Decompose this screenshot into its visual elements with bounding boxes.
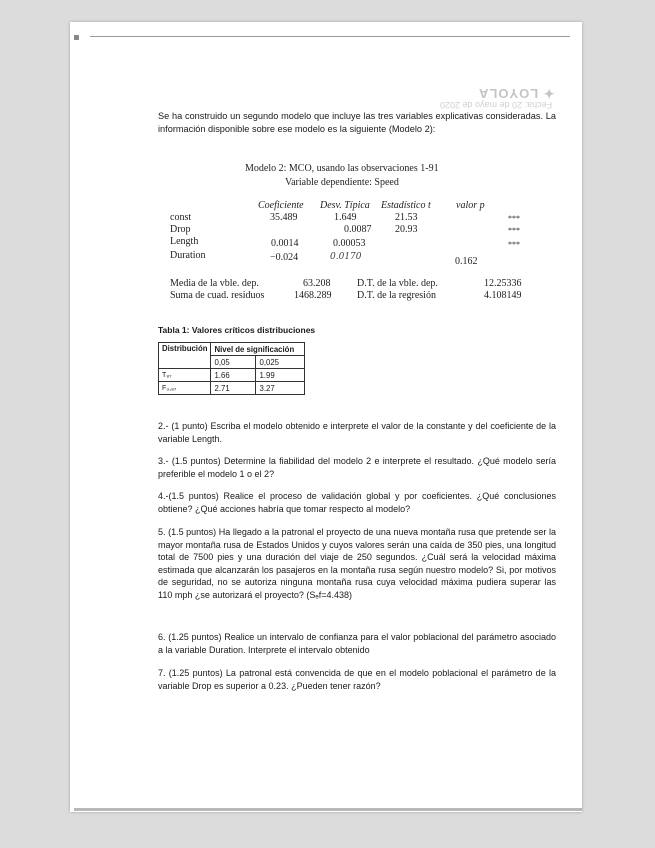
table-row bbox=[159, 369, 305, 382]
logo-watermark: ✦ LOYOLA bbox=[478, 86, 555, 101]
row-stars: *** bbox=[508, 214, 520, 223]
header-se: Desv. Típica bbox=[320, 200, 370, 211]
dist-cell: F₃,₈₇ bbox=[159, 382, 211, 395]
row-coef: 35.489 bbox=[270, 212, 298, 223]
value-cell: 1.66 bbox=[211, 369, 256, 382]
row-t: 21.53 bbox=[395, 212, 418, 223]
stat-label: D.T. de la vble. dep. bbox=[357, 278, 438, 289]
question-7: 7. (1.25 puntos) La patronal está convencida de que en el modelo poblacional el parámetro de la variable Drop es superior a 0.23. ¿Pueden tener razón? bbox=[158, 668, 556, 691]
row-name: Drop bbox=[170, 224, 191, 235]
critical-values-table bbox=[158, 342, 305, 395]
header-significance: Nivel de significación bbox=[211, 343, 305, 356]
row-t: 20.93 bbox=[395, 224, 418, 235]
scan-artifact bbox=[74, 35, 79, 40]
question-4: 4.-(1.5 puntos) Realice el proceso de validación global y por coeficientes. ¿Qué conclusiones obtiene? ¿Qué acciones habría que tomar respecto al modelo? bbox=[158, 491, 556, 514]
question-6: 6. (1.25 puntos) Realice un intervalo de confianza para el valor poblacional del parámetro asociado a la variable Duration. Interprete el intervalo obtenido bbox=[158, 632, 556, 655]
stat-label: Suma de cuad. residuos bbox=[170, 290, 265, 301]
row-name: const bbox=[170, 212, 192, 223]
scanned-page bbox=[70, 22, 582, 812]
stat-label: Media de la vble. dep. bbox=[170, 278, 259, 289]
model-subtitle: Variable dependiente: Speed bbox=[285, 177, 399, 188]
level-cell: 0,05 bbox=[211, 356, 256, 369]
row-name: Duration bbox=[170, 250, 206, 261]
value-cell: 3.27 bbox=[256, 382, 305, 395]
page-bottom-edge bbox=[74, 808, 582, 811]
row-stars: *** bbox=[508, 240, 520, 249]
row-coef: 0.0014 bbox=[271, 238, 299, 249]
bleed-through-text: Fecha: 20 de mayo de 2020 bbox=[440, 100, 553, 110]
model-title: Modelo 2: MCO, usando las observaciones 1-91 bbox=[245, 163, 439, 174]
stat-value: 1468.289 bbox=[294, 290, 332, 301]
question-3: 3.- (1.5 puntos) Determine la fiabilidad del modelo 2 e interprete el resultado. ¿Qué modelo sería preferible el modelo 1 o el 2? bbox=[158, 456, 556, 479]
stat-value: 4.108149 bbox=[484, 290, 522, 301]
row-se-handwritten: 0.0170 bbox=[330, 252, 362, 262]
table-row bbox=[159, 382, 305, 395]
stat-label: D.T. de la regresión bbox=[357, 290, 436, 301]
dist-cell: T₈₇ bbox=[159, 369, 211, 382]
row-name: Length bbox=[170, 236, 199, 247]
header-distribution: Distribución bbox=[159, 343, 211, 369]
row-p: 0.162 bbox=[455, 256, 478, 267]
question-2: 2.- (1 punto) Escriba el modelo obtenido e interprete el valor de la constante y del coeficiente de la variable Length. bbox=[158, 421, 556, 444]
header-t: Estadístico t bbox=[381, 200, 431, 211]
value-cell: 2.71 bbox=[211, 382, 256, 395]
stat-value: 12.25336 bbox=[484, 278, 522, 289]
row-coef: −0.024 bbox=[270, 252, 299, 263]
row-se: 0.00053 bbox=[333, 238, 366, 249]
row-se: 0.0087 bbox=[344, 224, 372, 235]
value-cell: 1.99 bbox=[256, 369, 305, 382]
table-caption: Tabla 1: Valores críticos distribuciones bbox=[158, 325, 316, 335]
question-5: 5. (1.5 puntos) Ha llegado a la patronal el proyecto de una nueva montaña rusa que pretende ser la mayor montaña rusa de Estados Unidos y cuyos valores serán una caída de 350 pies, una longitud total de 7500 pies y una duración del viaje de 250 segundos. ¿Cuál será la velocidad máxima estimada que alcanzarán los pasajeros en la montaña rusa según nuestro modelo? Si, por motivos de seguridad, no se autoriza ninguna montaña rusa cuya velocidad máxima pudiera superar las 110 mph ¿se autorizará el proyecto? (Sₑf=4.438) bbox=[158, 527, 556, 600]
row-se: 1.649 bbox=[334, 212, 357, 223]
header-p: valor p bbox=[456, 200, 485, 211]
stat-value: 63.208 bbox=[303, 278, 331, 289]
page-top-edge bbox=[90, 36, 570, 37]
level-cell: 0,025 bbox=[256, 356, 305, 369]
header-coef: Coeficiente bbox=[258, 200, 304, 211]
intro-paragraph: Se ha construido un segundo modelo que incluye las tres variables explicativas consideradas. La información disponible sobre ese modelo es la siguiente (Modelo 2): bbox=[158, 111, 556, 134]
row-stars: *** bbox=[508, 226, 520, 235]
